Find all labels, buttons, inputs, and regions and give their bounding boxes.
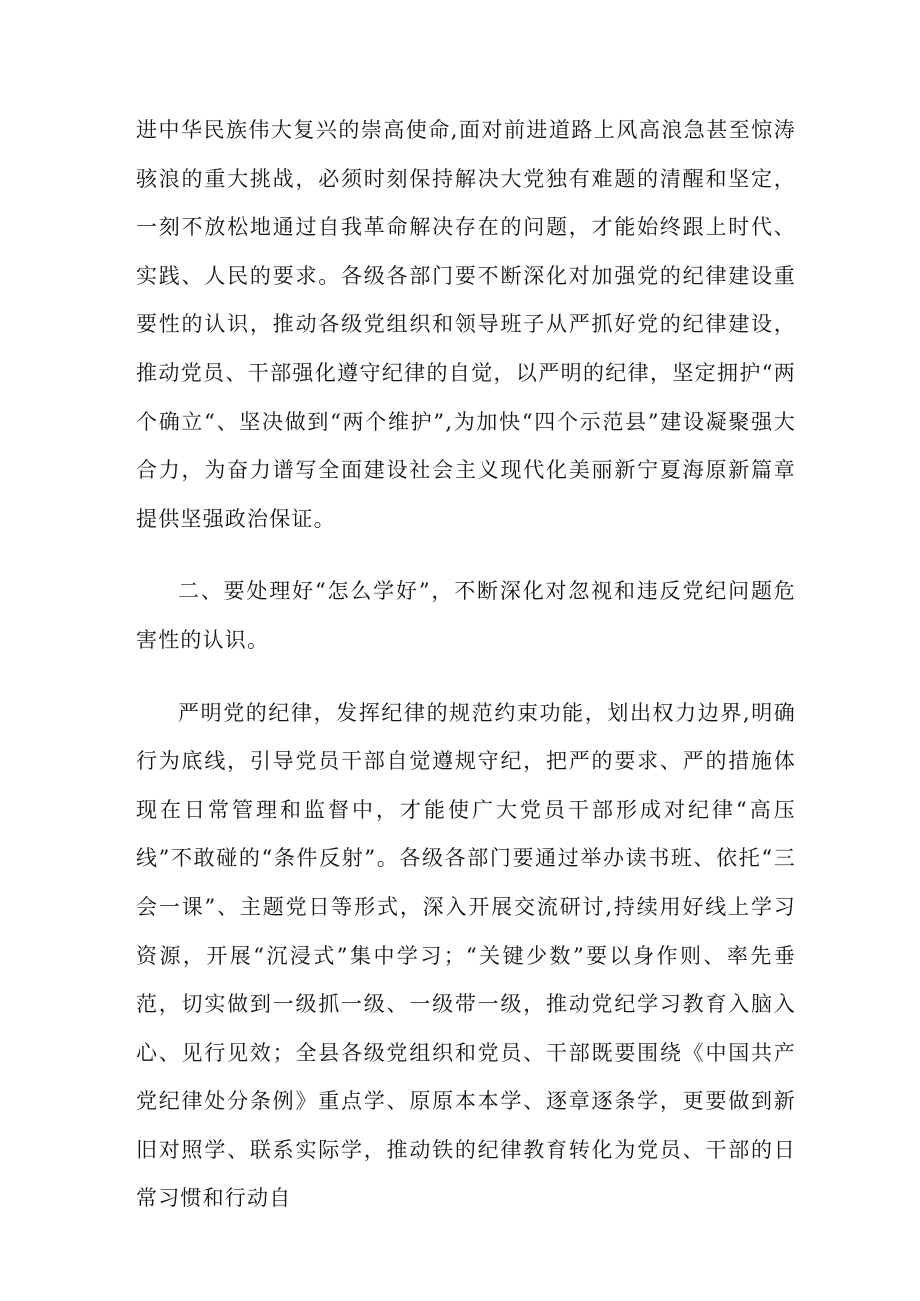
- section-heading: 二、要处理好“怎么学好”，不断深化对忽视和违反党纪问题危害性的认识。: [136, 579, 796, 652]
- paragraph-body: 严明党的纪律，发挥纪律的规范约束功能，划出权力边界,明确行为底线，引导党员干部自觉遵规守纪，把严的要求、严的措施体现在日常管理和监督中，才能使广大党员干部形成对纪律“高压线”不敢碰的“条件反射”。各级各部门要通过举办读书班、依托“三会一课”、主题党日等形式，深入开展交流研讨,持续用好线上学习资源，开展“沉浸式”集中学习；“关键少数”要以身作则、率先垂范，切实做到一级抓一级、一级带一级，推动党纪学习教育入脑入心、见行见效；全县各级党组织和党员、干部既要围绕《中国共产党纪律处分条例》重点学、原原本本学、逐章逐条学，更要做到新旧对照学、联系实际学，推动铁的纪律教育转化为党员、干部的日常习惯和行动自: [136, 700, 796, 1211]
- document-body: [136, 106, 796, 1223]
- paragraph-continuation: 进中华民族伟大复兴的崇高使命,面对前进道路上风高浪急甚至惊涛骇浪的重大挑战，必须时刻保持解决大党独有难题的清醒和坚定，一刻不放松地通过自我革命解决存在的问题，才能始终跟上时代、实践、人民的要求。各级各部门要不断深化对加强党的纪律建设重要性的认识，推动各级党组织和领导班子从严抓好党的纪律建设，推动党员、干部强化遵守纪律的自觉，以严明的纪律，坚定拥护“两个确立“、坚决做到“两个维护”,为加快“四个示范县”建设凝聚强大合力，为奋力谱写全面建设社会主义现代化美丽新宁夏海原新篇章提供坚强政治保证。: [136, 118, 796, 531]
